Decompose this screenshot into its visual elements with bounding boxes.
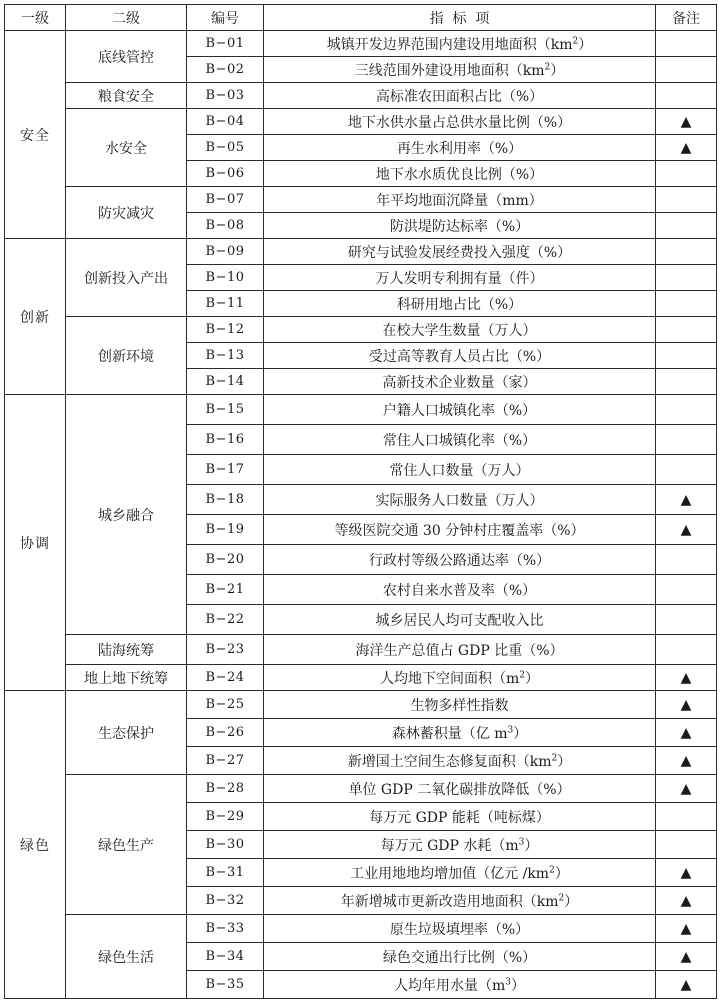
code-cell: B−33 (187, 915, 264, 943)
remark-cell (656, 213, 717, 239)
table-row (5, 665, 717, 691)
code-cell: B−12 (187, 317, 264, 343)
remark-cell (656, 605, 717, 635)
header-code: 编号 (187, 5, 264, 31)
code-cell: B−05 (187, 135, 264, 161)
level2-cell: 城乡融合 (66, 395, 187, 635)
indicator-cell: 年新增城市更新改造用地面积$(km^2)$ (264, 887, 656, 915)
table-row (5, 31, 717, 57)
indicator-cell: 高标准农田面积占比（%） (264, 83, 656, 109)
table-body (5, 31, 717, 999)
remark-cell (656, 395, 717, 425)
level2-cell: 粮食安全 (66, 83, 187, 109)
indicator-cell: 地下水供水量占总供水量比例（%） (264, 109, 656, 135)
code-cell: B−15 (187, 395, 264, 425)
table-row (5, 395, 717, 425)
remark-cell (656, 343, 717, 369)
remark-cell: ▲ (656, 943, 717, 971)
remark-cell: ▲ (656, 691, 717, 719)
indicator-cell: 地下水水质优良比例（%） (264, 161, 656, 187)
remark-cell (656, 575, 717, 605)
remark-cell (656, 369, 717, 395)
header-indicator: 指 标 项 (264, 5, 656, 31)
table-row (5, 691, 717, 719)
level2-cell: 创新环境 (66, 317, 187, 395)
level2-cell: 防灾减灾 (66, 187, 187, 239)
indicator-cell: 人均地下空间面积$(m^2)$ (264, 665, 656, 691)
indicator-cell: 农村自来水普及率（%） (264, 575, 656, 605)
code-cell: B−10 (187, 265, 264, 291)
code-cell: B−03 (187, 83, 264, 109)
indicator-cell: 实际服务人口数量（万人） (264, 485, 656, 515)
level1-cell: 协调 (5, 395, 66, 691)
remark-cell: ▲ (656, 859, 717, 887)
header-level1: 一级 (5, 5, 66, 31)
remark-cell (656, 265, 717, 291)
indicator-cell: 万人发明专利拥有量（件） (264, 265, 656, 291)
code-cell: B−27 (187, 747, 264, 775)
remark-cell (656, 187, 717, 213)
indicator-cell: 森林蓄积量（亿 $m^3$） (264, 719, 656, 747)
table-row (5, 83, 717, 109)
code-cell: B−20 (187, 545, 264, 575)
remark-cell: ▲ (656, 775, 717, 803)
indicator-cell: 防洪堤防达标率（%） (264, 213, 656, 239)
code-cell: B−21 (187, 575, 264, 605)
indicator-cell: 研究与试验发展经费投入强度（%） (264, 239, 656, 265)
code-cell: B−19 (187, 515, 264, 545)
indicator-cell: 再生水利用率（%） (264, 135, 656, 161)
remark-cell (656, 545, 717, 575)
remark-cell: ▲ (656, 665, 717, 691)
table-row (5, 109, 717, 135)
code-cell: B−31 (187, 859, 264, 887)
level2-cell: 绿色生产 (66, 775, 187, 915)
remark-cell (656, 425, 717, 455)
level2-cell: 底线管控 (66, 31, 187, 83)
header-remark: 备注 (656, 5, 717, 31)
code-cell: B−26 (187, 719, 264, 747)
remark-cell (656, 57, 717, 83)
indicator-table (4, 4, 717, 999)
indicator-cell: 原生垃圾填埋率（%） (264, 915, 656, 943)
indicator-cell: 人均年用水量$(m^3)$ (264, 971, 656, 999)
indicator-cell: 生物多样性指数 (264, 691, 656, 719)
indicator-cell: 每万元 GDP 能耗（吨标煤） (264, 803, 656, 831)
indicator-cell: 海洋生产总值占 GDP 比重（%） (264, 635, 656, 665)
indicator-cell: 户籍人口城镇化率（%） (264, 395, 656, 425)
remark-cell: ▲ (656, 887, 717, 915)
remark-cell (656, 291, 717, 317)
level1-cell: 创新 (5, 239, 66, 395)
code-cell: B−01 (187, 31, 264, 57)
code-cell: B−28 (187, 775, 264, 803)
level2-cell: 地上地下统筹 (66, 665, 187, 691)
code-cell: B−24 (187, 665, 264, 691)
remark-cell: ▲ (656, 485, 717, 515)
code-cell: B−02 (187, 57, 264, 83)
code-cell: B−07 (187, 187, 264, 213)
code-cell: B−34 (187, 943, 264, 971)
level1-cell: 绿色 (5, 691, 66, 999)
indicator-cell: 受过高等教育人员占比（%） (264, 343, 656, 369)
level2-cell: 水安全 (66, 109, 187, 187)
code-cell: B−22 (187, 605, 264, 635)
indicator-cell: 绿色交通出行比例（%） (264, 943, 656, 971)
code-cell: B−14 (187, 369, 264, 395)
table-row (5, 775, 717, 803)
table-row (5, 915, 717, 943)
code-cell: B−08 (187, 213, 264, 239)
code-cell: B−04 (187, 109, 264, 135)
level2-cell: 生态保护 (66, 691, 187, 775)
header-row (5, 5, 717, 31)
indicator-cell: 在校大学生数量（万人） (264, 317, 656, 343)
indicator-cell: 科研用地占比（%） (264, 291, 656, 317)
remark-cell: ▲ (656, 135, 717, 161)
remark-cell (656, 635, 717, 665)
remark-cell (656, 831, 717, 859)
remark-cell (656, 803, 717, 831)
indicator-cell: 年平均地面沉降量（mm） (264, 187, 656, 213)
indicator-cell: 三线范围外建设用地面积$(km^2)$ (264, 57, 656, 83)
indicator-cell: 行政村等级公路通达率（%） (264, 545, 656, 575)
indicator-cell: 高新技术企业数量（家） (264, 369, 656, 395)
table-row (5, 187, 717, 213)
code-cell: B−35 (187, 971, 264, 999)
remark-cell: ▲ (656, 971, 717, 999)
remark-cell (656, 317, 717, 343)
code-cell: B−18 (187, 485, 264, 515)
indicator-cell: 常住人口城镇化率（%） (264, 425, 656, 455)
indicator-cell: 城乡居民人均可支配收入比 (264, 605, 656, 635)
code-cell: B−23 (187, 635, 264, 665)
level1-cell: 安全 (5, 31, 66, 239)
indicator-cell: 每万元 GDP 水耗$(m^3)$ (264, 831, 656, 859)
indicator-cell: 等级医院交通 30 分钟村庄覆盖率（%） (264, 515, 656, 545)
indicator-cell: 单位 GDP 二氧化碳排放降低（%） (264, 775, 656, 803)
remark-cell: ▲ (656, 515, 717, 545)
table-row (5, 635, 717, 665)
code-cell: B−30 (187, 831, 264, 859)
remark-cell (656, 161, 717, 187)
code-cell: B−09 (187, 239, 264, 265)
remark-cell (656, 455, 717, 485)
level2-cell: 绿色生活 (66, 915, 187, 999)
header-level2: 二级 (66, 5, 187, 31)
code-cell: B−25 (187, 691, 264, 719)
remark-cell (656, 239, 717, 265)
indicator-cell: 城镇开发边界范围内建设用地面积$(km^2)$ (264, 31, 656, 57)
table-row (5, 239, 717, 265)
remark-cell: ▲ (656, 747, 717, 775)
code-cell: B−13 (187, 343, 264, 369)
code-cell: B−29 (187, 803, 264, 831)
level2-cell: 创新投入产出 (66, 239, 187, 317)
remark-cell: ▲ (656, 915, 717, 943)
code-cell: B−06 (187, 161, 264, 187)
remark-cell (656, 83, 717, 109)
code-cell: B−32 (187, 887, 264, 915)
indicator-cell: 常住人口数量（万人） (264, 455, 656, 485)
remark-cell: ▲ (656, 719, 717, 747)
indicator-cell: 工业用地地均增加值（亿元 $/km^2$） (264, 859, 656, 887)
table-row (5, 317, 717, 343)
indicator-cell: 新增国土空间生态修复面积$(km^2)$ (264, 747, 656, 775)
code-cell: B−11 (187, 291, 264, 317)
code-cell: B−17 (187, 455, 264, 485)
level2-cell: 陆海统筹 (66, 635, 187, 665)
code-cell: B−16 (187, 425, 264, 455)
remark-cell (656, 31, 717, 57)
remark-cell: ▲ (656, 109, 717, 135)
